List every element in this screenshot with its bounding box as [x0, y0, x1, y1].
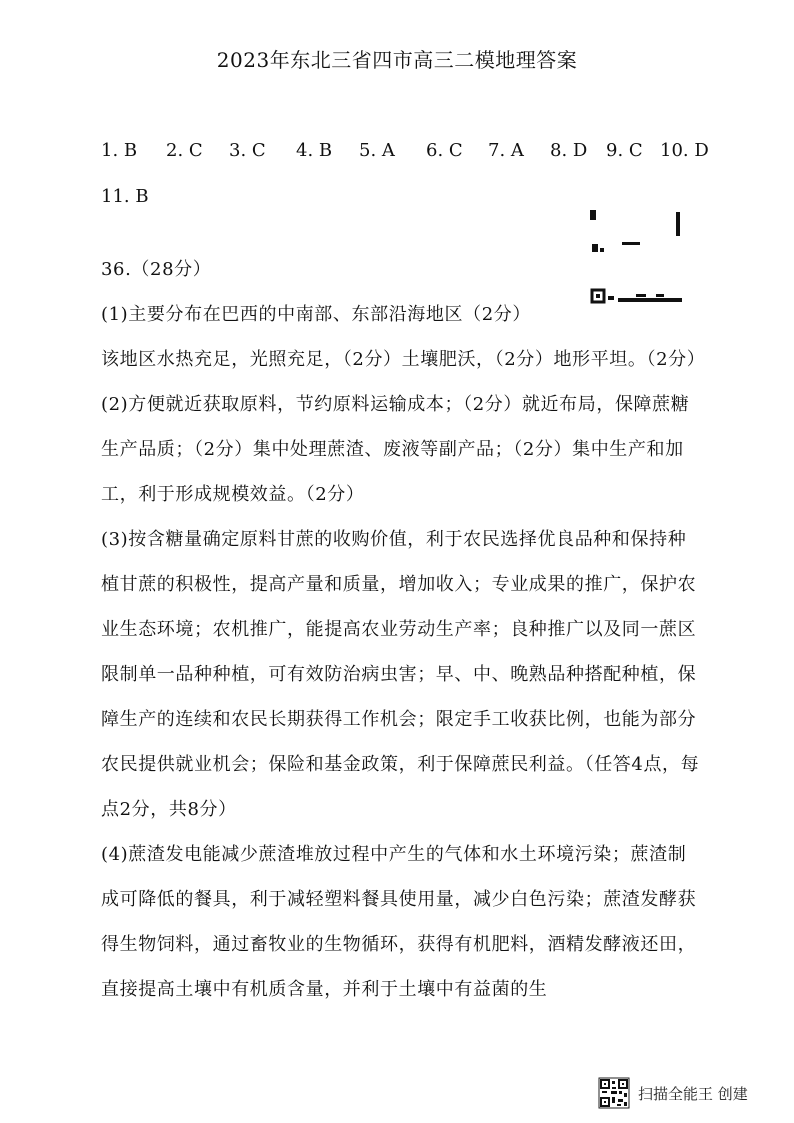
qr-code-icon — [598, 1077, 630, 1109]
answer-paragraph: (4)蔗渣发电能减少蔗渣堆放过程中产生的气体和水土环境污染；蔗渣制成可降低的餐具，利于减轻塑料餐具使用量，减少白色污染；蔗渣发酵获得生物饲料，通过畜牧业的生物循环，获得有机肥料，酒精发酵液还田，直接提高土壤中有机质含量，并利于土壤中有益菌的生 — [101, 844, 697, 1000]
answer-item: 6. C — [426, 140, 463, 161]
answer-item: 7. A — [488, 140, 524, 161]
answer-key — [101, 140, 721, 210]
answer-paragraph: (3)按含糖量确定原料甘蔗的收购价值，利于农民选择优良品种和保持种植甘蔗的积极性，提高产量和质量，增加收入；专业成果的推广，保护农业生态环境；农机推广，能提高农业劳动生产率；良种推广以及同一蔗区限制单一品种种植，可有效防治病虫害；早、中、晚熟品种搭配种植，保障生产的连续和农民长期获得工作机会；限定手工收获比例，也能为部分农民提供就业机会；保险和基金政策，利于保障蔗民利益。（任答4点，每点2分，共8分） — [101, 529, 700, 820]
answer-paragraph: 该地区水热充足，光照充足，（2分）土壤肥沃，（2分）地形平坦。（2分） — [101, 349, 706, 370]
answer-item: 8. D — [550, 140, 588, 161]
answer-item: 5. A — [359, 140, 395, 161]
question-heading: 36.（28分） — [101, 259, 212, 280]
answer-item: 2. C — [166, 140, 203, 161]
question-36 — [101, 247, 706, 1012]
answer-row — [101, 186, 721, 210]
answer-item: 11. B — [101, 186, 149, 207]
watermark-label: 扫描全能王 创建 — [638, 1084, 748, 1103]
answer-item: 3. C — [229, 140, 266, 161]
answer-item: 9. C — [606, 140, 643, 161]
scanner-watermark — [598, 1076, 748, 1110]
answer-row — [101, 140, 721, 164]
page-title: 2023年东北三省四市高三二模地理答案 — [216, 48, 578, 72]
answer-item: 10. D — [660, 140, 709, 161]
answer-item: 1. B — [101, 140, 138, 161]
answer-item: 4. B — [296, 140, 333, 161]
answer-paragraph: (2)方便就近获取原料，节约原料运输成本；（2分）就近布局，保障蔗糖生产品质；（2分）集中处理蔗渣、废液等副产品；（2分）集中生产和加工，利于形成规模效益。（2分） — [101, 394, 690, 505]
answer-paragraph: (1)主要分布在巴西的中南部、东部沿海地区（2分） — [101, 304, 531, 325]
